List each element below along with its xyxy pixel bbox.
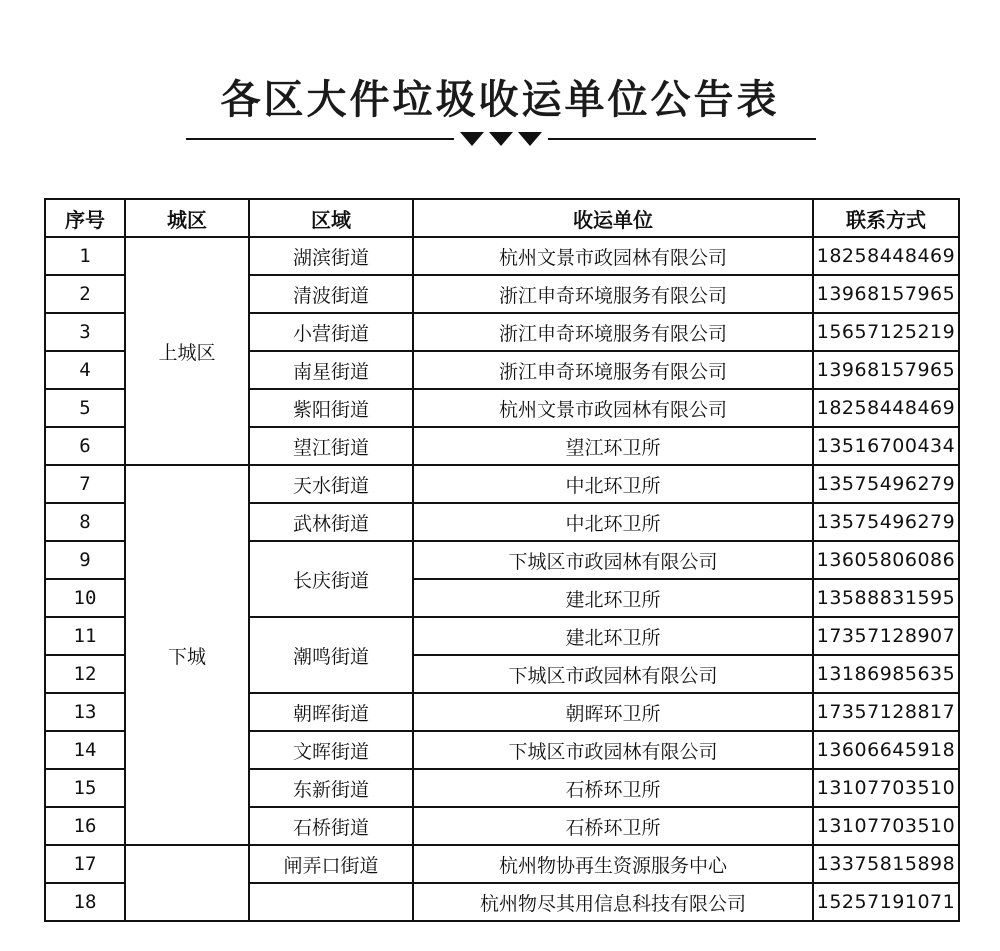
district-cell: 下城 <box>125 465 249 845</box>
phone-cell: 15257191071 <box>813 883 959 921</box>
phone-cell: 13605806086 <box>813 541 959 579</box>
area-cell: 闸弄口街道 <box>249 845 413 883</box>
row-number: 10 <box>45 579 125 617</box>
unit-cell: 望江环卫所 <box>413 427 813 465</box>
row-number: 18 <box>45 883 125 921</box>
phone-cell: 18258448469 <box>813 389 959 427</box>
row-number: 4 <box>45 351 125 389</box>
unit-cell: 朝晖环卫所 <box>413 693 813 731</box>
row-number: 13 <box>45 693 125 731</box>
unit-cell: 杭州物尽其用信息科技有限公司 <box>413 883 813 921</box>
row-number: 8 <box>45 503 125 541</box>
area-cell: 文晖街道 <box>249 731 413 769</box>
area-cell: 潮鸣街道 <box>249 617 413 693</box>
row-number: 9 <box>45 541 125 579</box>
header-no: 序号 <box>45 199 125 237</box>
table-row <box>45 237 959 275</box>
phone-cell: 13588831595 <box>813 579 959 617</box>
area-cell: 湖滨街道 <box>249 237 413 275</box>
triple-chevron-icon <box>458 124 544 154</box>
area-cell: 朝晖街道 <box>249 693 413 731</box>
area-cell: 长庆街道 <box>249 541 413 617</box>
phone-cell: 15657125219 <box>813 313 959 351</box>
area-cell: 紫阳街道 <box>249 389 413 427</box>
unit-cell: 杭州文景市政园林有限公司 <box>413 389 813 427</box>
area-cell: 武林街道 <box>249 503 413 541</box>
unit-cell: 浙江申奇环境服务有限公司 <box>413 351 813 389</box>
unit-cell: 杭州物协再生资源服务中心 <box>413 845 813 883</box>
unit-cell: 建北环卫所 <box>413 579 813 617</box>
row-number: 16 <box>45 807 125 845</box>
phone-cell: 13968157965 <box>813 275 959 313</box>
unit-cell: 浙江申奇环境服务有限公司 <box>413 313 813 351</box>
unit-cell: 下城区市政园林有限公司 <box>413 731 813 769</box>
header-area: 区域 <box>249 199 413 237</box>
header-unit: 收运单位 <box>413 199 813 237</box>
unit-cell: 中北环卫所 <box>413 503 813 541</box>
notice-table <box>44 198 960 922</box>
phone-cell: 13968157965 <box>813 351 959 389</box>
header-district: 城区 <box>125 199 249 237</box>
phone-cell: 13107703510 <box>813 769 959 807</box>
row-number: 3 <box>45 313 125 351</box>
unit-cell: 下城区市政园林有限公司 <box>413 655 813 693</box>
phone-cell: 13186985635 <box>813 655 959 693</box>
table-row <box>45 465 959 503</box>
row-number: 11 <box>45 617 125 655</box>
phone-cell: 13107703510 <box>813 807 959 845</box>
row-number: 17 <box>45 845 125 883</box>
district-cell <box>125 845 249 921</box>
unit-cell: 浙江申奇环境服务有限公司 <box>413 275 813 313</box>
area-cell: 石桥街道 <box>249 807 413 845</box>
divider-line-right <box>548 138 816 140</box>
phone-cell: 18258448469 <box>813 237 959 275</box>
header-row <box>45 199 959 237</box>
area-cell <box>249 883 413 921</box>
phone-cell: 13516700434 <box>813 427 959 465</box>
page-title: 各区大件垃圾收运单位公告表 <box>220 77 780 123</box>
phone-cell: 13375815898 <box>813 845 959 883</box>
header-contact: 联系方式 <box>813 199 959 237</box>
area-cell: 天水街道 <box>249 465 413 503</box>
unit-cell: 石桥环卫所 <box>413 769 813 807</box>
row-number: 6 <box>45 427 125 465</box>
table-row <box>45 845 959 883</box>
unit-cell: 杭州文景市政园林有限公司 <box>413 237 813 275</box>
unit-cell: 中北环卫所 <box>413 465 813 503</box>
phone-cell: 13575496279 <box>813 465 959 503</box>
row-number: 15 <box>45 769 125 807</box>
phone-cell: 17357128907 <box>813 617 959 655</box>
row-number: 2 <box>45 275 125 313</box>
area-cell: 小营街道 <box>249 313 413 351</box>
title-divider <box>186 124 816 154</box>
area-cell: 南星街道 <box>249 351 413 389</box>
phone-cell: 17357128817 <box>813 693 959 731</box>
phone-cell: 13575496279 <box>813 503 959 541</box>
row-number: 7 <box>45 465 125 503</box>
phone-cell: 13606645918 <box>813 731 959 769</box>
unit-cell: 下城区市政园林有限公司 <box>413 541 813 579</box>
district-cell: 上城区 <box>125 237 249 465</box>
row-number: 5 <box>45 389 125 427</box>
area-cell: 清波街道 <box>249 275 413 313</box>
row-number: 1 <box>45 237 125 275</box>
area-cell: 东新街道 <box>249 769 413 807</box>
unit-cell: 石桥环卫所 <box>413 807 813 845</box>
row-number: 12 <box>45 655 125 693</box>
area-cell: 望江街道 <box>249 427 413 465</box>
unit-cell: 建北环卫所 <box>413 617 813 655</box>
divider-line-left <box>186 138 454 140</box>
row-number: 14 <box>45 731 125 769</box>
